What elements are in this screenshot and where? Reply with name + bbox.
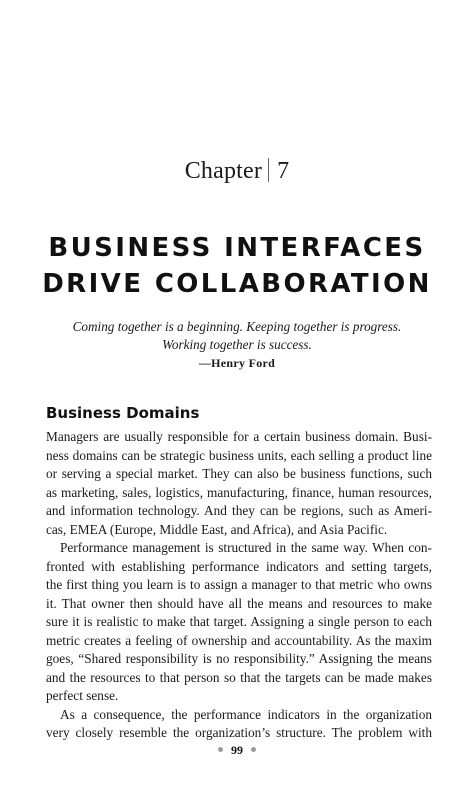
body-line: as marketing, sales, logistics, manufacturing, finance, human resources,	[46, 484, 432, 500]
body-text	[46, 428, 432, 743]
body-line: perfect sense.	[46, 688, 119, 703]
body-line: cas, EMEA (Europe, Middle East, and Africa), and Asia Pacific.	[46, 521, 388, 537]
chapter-label: Chapter	[184, 158, 263, 184]
body-line: or serving a special market. They can also be business functions, such	[46, 466, 432, 481]
body-line: Managers are usually responsible for a certain business domain. Busi-	[46, 429, 432, 444]
body-line: ness domains can be strategic business units, each selling a product line	[46, 447, 432, 463]
body-line: metric creates a feeling of ownership and accountability. As the maxim	[46, 632, 432, 648]
body-line: and information technology. And they can be regions, such as Ameri-	[46, 503, 432, 518]
page-number: 99	[231, 743, 243, 757]
chapter-title	[0, 230, 474, 302]
epigraph-line-2: Working together is success.	[162, 337, 312, 352]
epigraph-attribution: —Henry Ford	[198, 356, 276, 370]
section-heading: Business Domains	[46, 404, 200, 422]
folio-bullet-icon	[218, 747, 223, 752]
body-line: sure it is realistic to make that target. Assigning a single person to each	[46, 614, 432, 629]
body-line: As a consequence, the performance indicators in the organization	[60, 706, 432, 722]
body-line: goes, “Shared responsibility is no responsibility.” Assigning the means	[46, 651, 432, 666]
body-line: the first thing you learn is to assign a manager to that metric who owns	[46, 577, 432, 592]
page-footer	[0, 743, 474, 758]
body-line: it. That owner then should have all the means and resources to make	[46, 595, 432, 611]
chapter-heading	[0, 158, 474, 185]
chapter-number: 7	[277, 158, 290, 184]
folio-bullet-icon	[251, 747, 256, 752]
epigraph-line-1: Coming together is a beginning. Keeping together is progress.	[72, 319, 402, 334]
body-line: fronted with establishing performance indicators and setting targets,	[46, 558, 432, 574]
body-line: and the resources to that person so that the targets can be made makes	[46, 669, 432, 685]
chapter-title-line-1: BUSINESS INTERFACES	[48, 233, 426, 263]
chapter-title-line-2: DRIVE COLLABORATION	[42, 269, 432, 299]
epigraph	[0, 318, 474, 372]
body-line: very closely resemble the organization’s structure. The problem with	[46, 725, 432, 740]
body-line: Performance management is structured in the same way. When con-	[60, 540, 432, 555]
chapter-separator	[268, 158, 269, 182]
